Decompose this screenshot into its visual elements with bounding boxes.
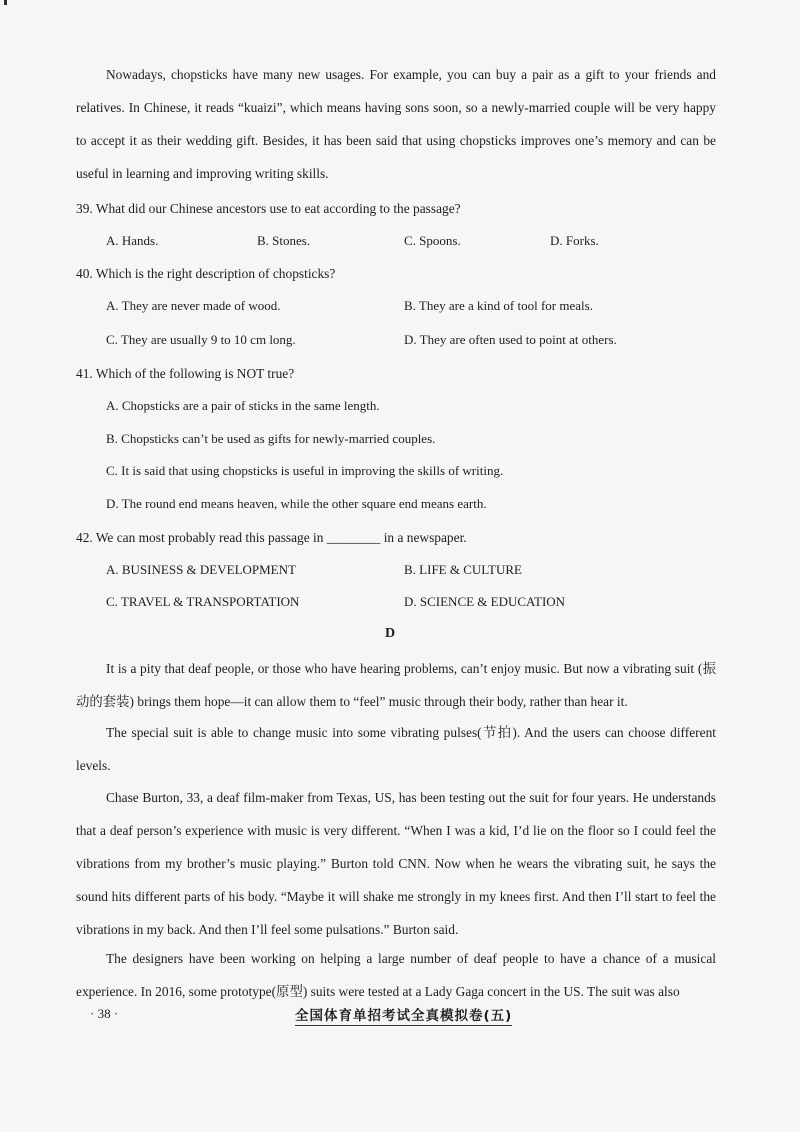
question-39-stem: 39. What did our Chinese ancestors use to eat according to the passage? [76,201,461,216]
question-42-option-a: A. BUSINESS & DEVELOPMENT [106,562,296,577]
section-d-paragraph-4: The designers have been working on helping a large number of deaf people to have a chance of a musical experience. In 2016, some prototype(原型) suits were tested at a Lady Gaga concert in the US. The suit was also [76,951,716,999]
question-41-option-c: C. It is said that using chopsticks is useful in improving the skills of writing. [106,463,504,478]
exam-title: 全国体育单招考试全真模拟卷(五) [295,1004,512,1026]
question-39-option-d: D. Forks. [550,233,599,248]
section-d-paragraph-2: The special suit is able to change music into some vibrating pulses(节拍). And the users can choose different levels. [76,725,716,773]
section-d-paragraph-3: Chase Burton, 33, a deaf film-maker from Texas, US, has been testing out the suit for four years. He understands that a deaf person’s experience with music is very different. “When I was a kid, I’d lie on the floor so I could feel the vibrations from my brother’s music playing.” Burton told CNN. Now when he wears the vibrating suit, he says the sound hits different parts of his body. “Maybe it will shake me strongly in my knees first. And then I’ll start to feel the vibrations in my back. And then I’ll feel some pulsations.” Burton said. [76,790,716,937]
question-42-stem: 42. We can most probably read this passage in ________ in a newspaper. [76,530,467,545]
question-39-option-c: C. Spoons. [404,233,461,248]
question-42-option-c: C. TRAVEL & TRANSPORTATION [106,594,300,609]
section-d-paragraph-1: It is a pity that deaf people, or those who have hearing problems, can’t enjoy music. But now a vibrating suit (振动的套装) brings them hope—it can allow them to “feel” music through their body, rather than hear it. [76,661,716,709]
corner-mark [4,0,7,5]
question-41-stem: 41. Which of the following is NOT true? [76,366,295,381]
question-40-option-b: B. They are a kind of tool for meals. [404,298,593,313]
question-39-option-a: A. Hands. [106,233,159,248]
question-40-stem: 40. Which is the right description of chopsticks? [76,266,336,281]
question-41-option-d: D. The round end means heaven, while the other square end means earth. [106,496,487,511]
question-42-option-b: B. LIFE & CULTURE [404,562,522,577]
question-40-option-c: C. They are usually 9 to 10 cm long. [106,332,296,347]
page-number: · 38 · [90,1006,119,1021]
question-40-option-d: D. They are often used to point at others. [404,332,617,347]
section-d-heading: D [384,626,396,641]
question-39-option-b: B. Stones. [257,233,311,248]
passage-c-paragraph: Nowadays, chopsticks have many new usages. For example, you can buy a pair as a gift to your friends and relatives. In Chinese, it reads “kuaizi”, which means having sons soon, so a newly-married couple will be very happy to accept it as their wedding gift. Besides, it has been said that using chopsticks improves one’s memory and can be useful in learning and improving writing skills. [76,67,716,181]
question-42-option-d: D. SCIENCE & EDUCATION [404,594,566,609]
question-40-option-a: A. They are never made of wood. [106,298,281,313]
question-41-option-a: A. Chopsticks are a pair of sticks in the same length. [106,398,380,413]
question-41-option-b: B. Chopsticks can’t be used as gifts for newly-married couples. [106,431,436,446]
